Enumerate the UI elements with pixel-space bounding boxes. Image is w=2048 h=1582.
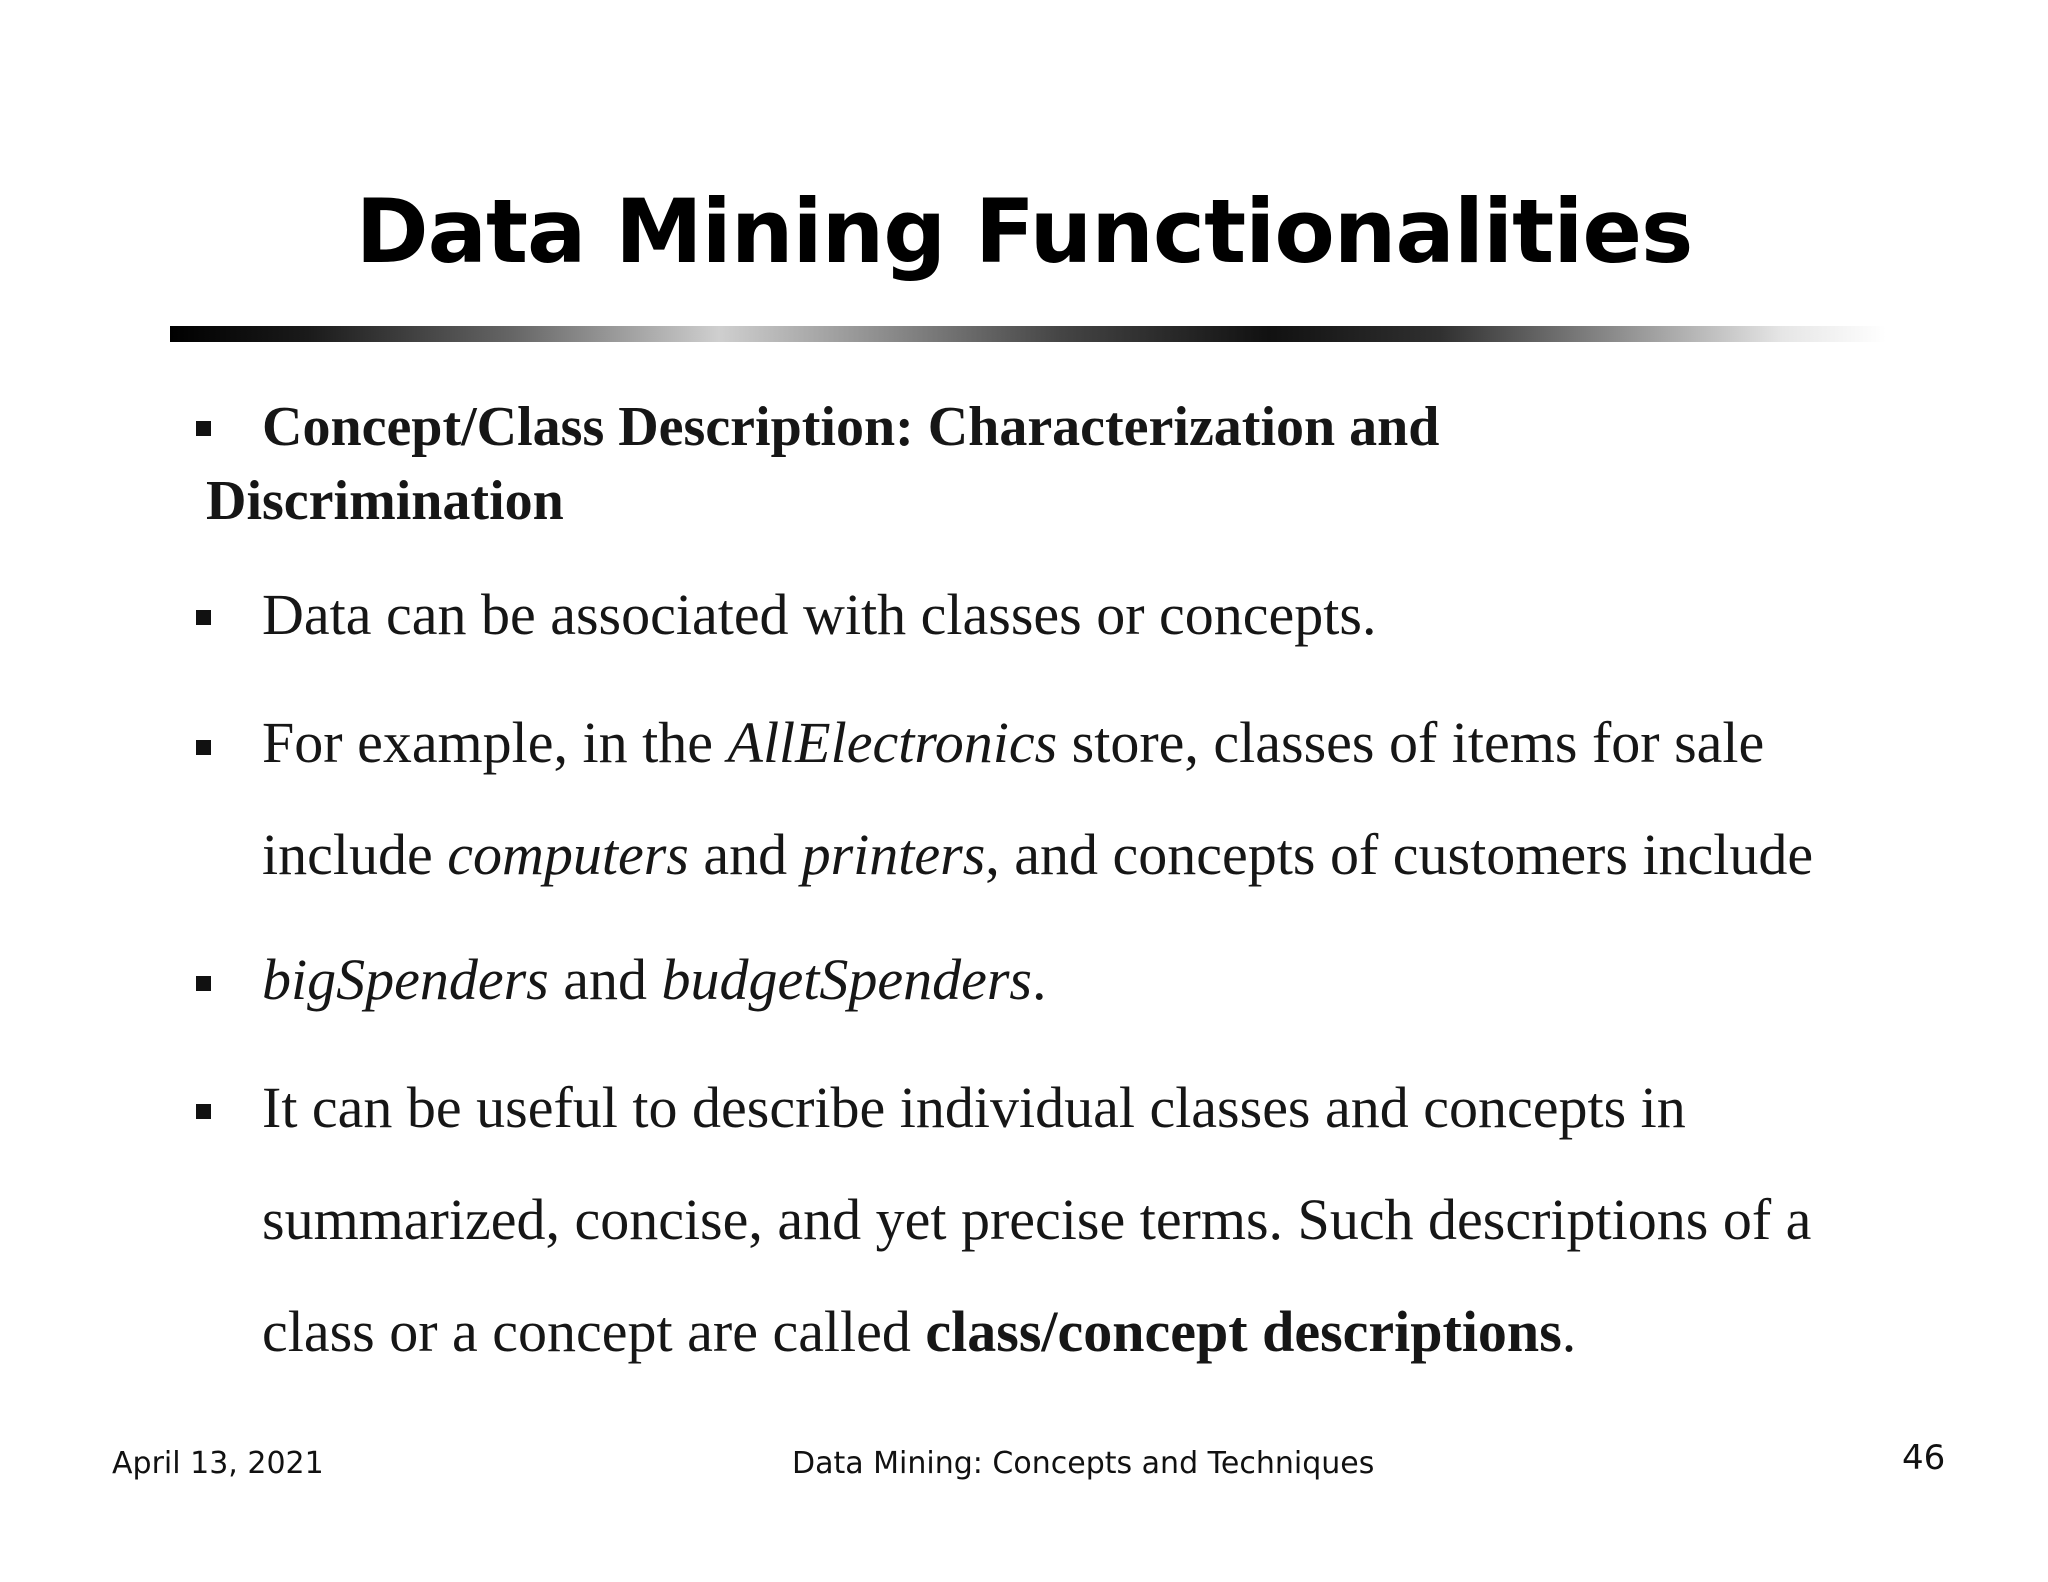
bullet-text-2-line1: For example, in the AllElectronics store, classes of items for sale [262, 710, 1765, 775]
bullet-icon [196, 610, 211, 625]
bullet-text-3: bigSpenders and budgetSpenders. [262, 947, 1047, 1012]
section-heading-line2: Discrimination [206, 470, 564, 532]
footer-title: Data Mining: Concepts and Techniques [792, 1446, 1375, 1481]
bullet-text-2-line2: include computers and printers, and concepts of customers include [262, 822, 1814, 887]
page-number: 46 [1902, 1438, 1946, 1478]
bullet-text-4-line1: It can be useful to describe individual classes and concepts in [262, 1075, 1686, 1140]
bold-term: class/concept descriptions [925, 1299, 1562, 1364]
footer-date: April 13, 2021 [112, 1446, 324, 1481]
bullet-icon [196, 976, 211, 991]
title-underline [170, 326, 1886, 342]
bullet-text-4-line2: summarized, concise, and yet precise terms. Such descriptions of a [262, 1187, 1812, 1252]
slide-title: Data Mining Functionalities [355, 180, 1693, 283]
bullet-icon [196, 1104, 211, 1119]
italic-term: bigSpenders [262, 947, 549, 1012]
bullet-text-4-line3: class or a concept are called class/concept descriptions. [262, 1299, 1577, 1364]
bullet-icon [196, 421, 211, 436]
italic-term: computers [447, 822, 689, 887]
section-heading-line1: Concept/Class Description: Characterization and [262, 396, 1440, 458]
italic-term: printers [801, 822, 986, 887]
bullet-text-1: Data can be associated with classes or concepts. [262, 582, 1377, 647]
bullet-icon [196, 740, 211, 755]
italic-term: budgetSpenders [661, 947, 1032, 1012]
italic-term: AllElectronics [727, 710, 1058, 775]
